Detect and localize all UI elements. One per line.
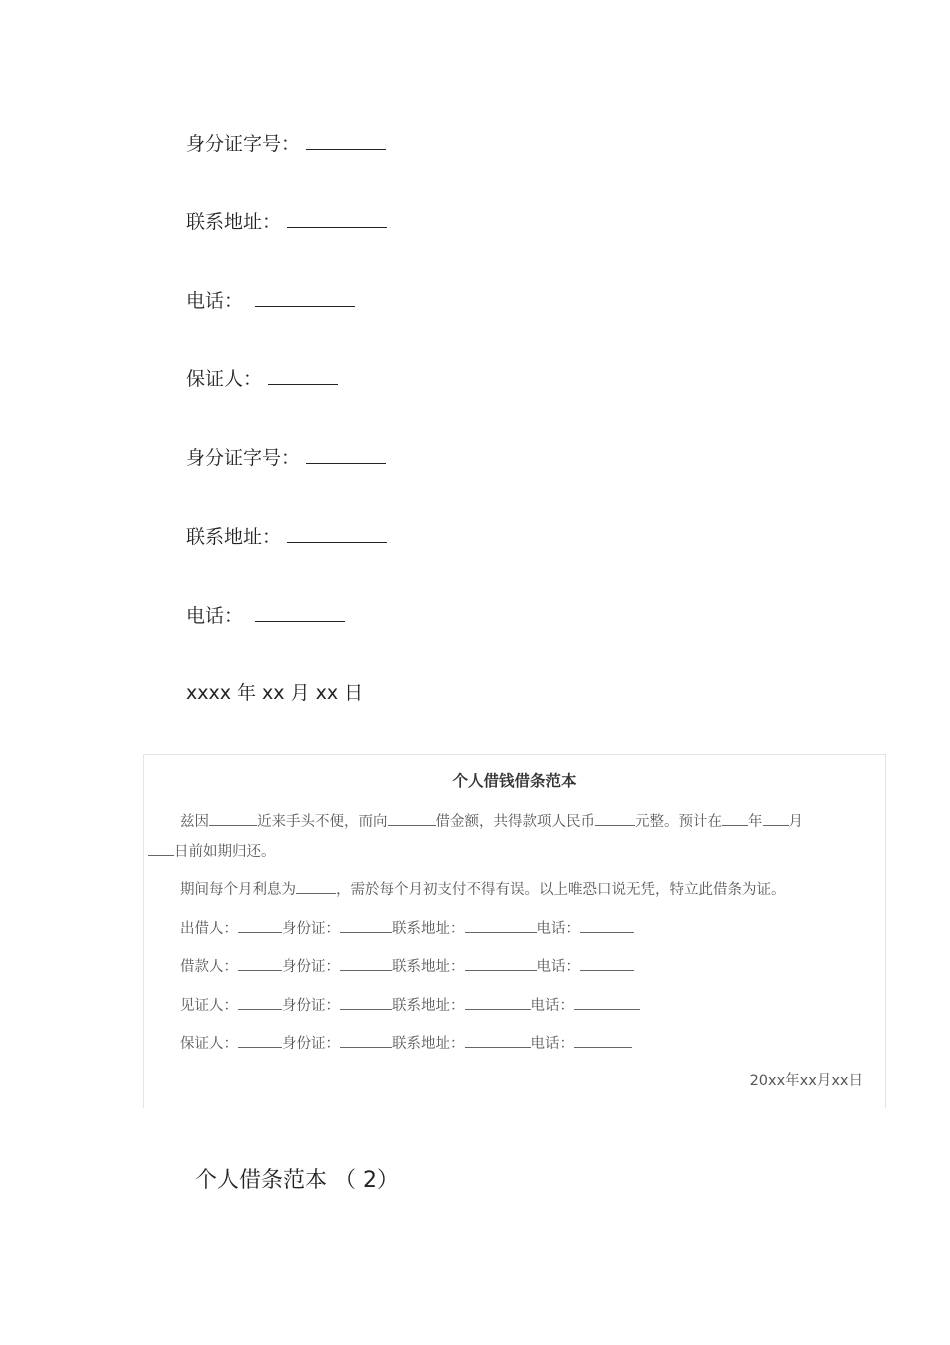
sample-date: 20xx年xx月xx日 (749, 1073, 863, 1089)
phone-field (186, 288, 355, 313)
guarantor-field (186, 366, 338, 391)
field-label: 电话： (186, 290, 244, 312)
id-number-field (186, 131, 386, 156)
blank-line[interactable] (287, 524, 387, 543)
blank-line[interactable] (306, 131, 386, 150)
guarantor-id-number-field (186, 445, 386, 470)
sample-row-guarantor: 保证人： 身份证： 联系地址： 电话： (180, 1033, 632, 1053)
blank-line[interactable] (306, 445, 386, 464)
section-heading: 个人借条范本 （ 2） (195, 1168, 399, 1193)
field-label: 身分证字号： (186, 447, 301, 469)
field-label: 身分证字号： (186, 133, 301, 155)
field-label: 联系地址： (186, 211, 282, 233)
blank-line[interactable] (255, 603, 345, 622)
blank-line[interactable] (255, 288, 355, 307)
sample-row-lender: 出借人： 身份证： 联系地址： 电话： (180, 918, 634, 938)
sample-paragraph-2: 期间每个月利息为 ，需於每个月初支付不得有误。以上唯恐口说无凭，特立此借条为证。 (180, 879, 786, 899)
guarantor-phone-field (186, 603, 345, 628)
sample-paragraph-1-cont: 日前如期归还。 (148, 841, 276, 861)
date-line: xxxx 年 xx 月 xx 日 (186, 682, 364, 704)
field-label: 联系地址： (186, 526, 282, 548)
loan-note-sample-image (143, 754, 886, 1108)
guarantor-address-field (186, 524, 387, 549)
field-label: 保证人： (186, 368, 263, 390)
blank-line[interactable] (268, 366, 338, 385)
sample-row-borrower: 借款人： 身份证： 联系地址： 电话： (180, 956, 634, 976)
field-label: 电话： (186, 605, 244, 627)
sample-paragraph-1: 兹因 近来手头不便，而向 借金额，共得款项人民币 元整。预计在 年 月 (180, 811, 803, 831)
sample-title: 个人借钱借条范本 (452, 772, 577, 790)
sample-row-witness: 见证人： 身份证： 联系地址： 电话： (180, 995, 640, 1015)
blank-line[interactable] (287, 209, 387, 228)
address-field (186, 209, 387, 234)
